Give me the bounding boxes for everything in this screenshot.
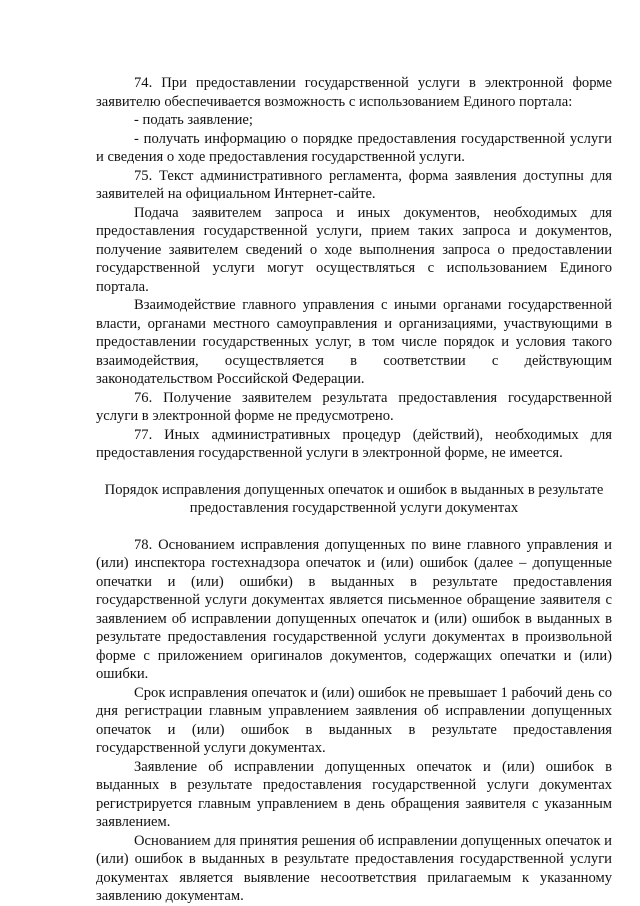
list-item-submit: - подать заявление; <box>134 112 253 128</box>
paragraph-interaction: Взаимодействие главного управления с иными органами государственной власти, органами местного самоуправления и организациями, участвующими в предоставлении государственных услуг, в том числе порядок и условия такого взаимодействия, осуществляется в соответствии с действующим законодательством Российской Федерации. <box>96 297 612 387</box>
paragraph-basis: Основанием для принятия решения об исправлении допущенных опечаток и (или) ошибок в выданных в результате предоставления государственной услуги документах является выявление несоответствия прилагаемым к указанному заявлению документам. <box>96 832 612 904</box>
document-body <box>96 74 612 906</box>
paragraph-75: 75. Текст административного регламента, форма заявления доступны для заявителей на официальном Интернет-сайте. <box>96 167 612 202</box>
paragraph-76: 76. Получение заявителем результата предоставления государственной услуги в электронной форме не предусмотрено. <box>96 389 612 424</box>
paragraph-78: 78. Основанием исправления допущенных по вине главного управления и (или) инспектора гостехнадзора опечаток и (или) ошибок (далее – допущенные опечатки и (или) ошибки) в выданных в результате предоставления государственной услуги документах является письменное обращение заявителя с заявлением об исправлении допущенных опечаток и (или) ошибок в выданных в результате предоставления государственной услуги документах в произвольной форме с приложением оригиналов документов, содержащих опечатки и (или) ошибки. <box>96 536 612 682</box>
paragraph-registration: Заявление об исправлении допущенных опечаток и (или) ошибок в выданных в результате предоставления государственной услуги документах регистрируется главным управлением в день обращения заявителя с указанным заявлением. <box>96 758 612 830</box>
section-heading: Порядок исправления допущенных опечаток и ошибок в выданных в результате предоставления государственной услуги документах <box>104 481 604 516</box>
list-item-info: - получать информацию о порядке предоставления государственной услуги и сведения о ходе предоставления государственной услуги. <box>96 130 612 165</box>
paragraph-74: 74. При предоставлении государственной услуги в электронной форме заявителю обеспечивается возможность с использованием Единого портала: <box>96 75 612 110</box>
paragraph-submission: Подача заявителем запроса и иных документов, необходимых для предоставления государственной услуги, прием таких запроса и документов, получение заявителем сведений о ходе выполнения запроса о предоставлении государственной услуги могут осуществляться с использованием Единого портала. <box>96 204 612 295</box>
paragraph-deadline: Срок исправления опечаток и (или) ошибок не превышает 1 рабочий день со дня регистрации главным управлением заявления об исправлении допущенных опечаток и (или) ошибок в выданных в результате предоставления государственной услуги документах. <box>96 684 612 756</box>
paragraph-77: 77. Иных административных процедур (действий), необходимых для предоставления государственной услуги в электронной форме, не имеется. <box>96 426 612 461</box>
